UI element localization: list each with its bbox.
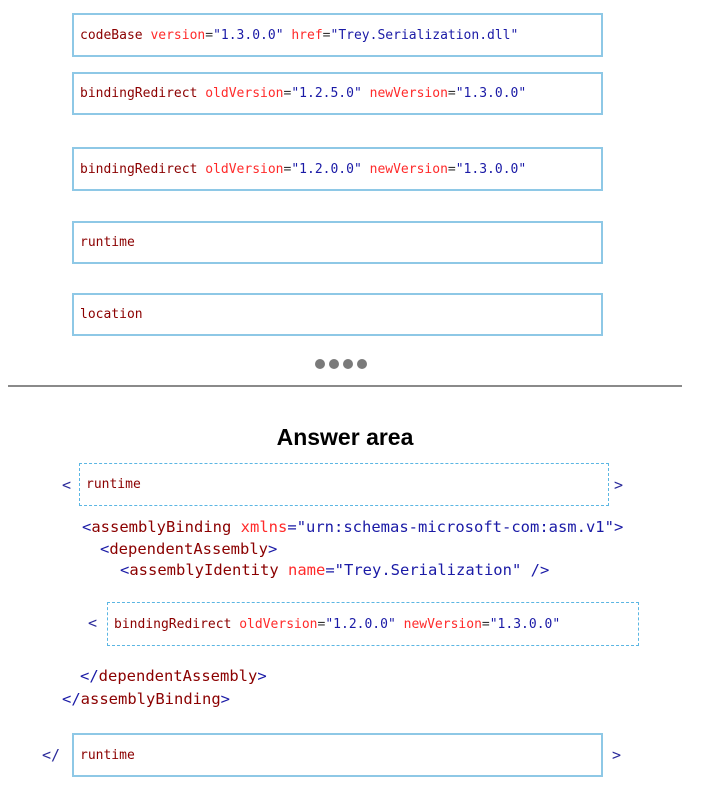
- code-line-assembly-binding-close: </assemblyBinding>: [62, 690, 230, 708]
- option-element-name: runtime: [80, 235, 135, 250]
- option-attr-value: "1.2.0.0": [291, 161, 362, 177]
- slot-attr-name: newVersion: [403, 616, 482, 632]
- option-runtime[interactable]: [72, 221, 603, 264]
- slot-attr-value: "1.2.0.0": [325, 616, 396, 632]
- option-attr-value: "Trey.Serialization.dll": [330, 27, 519, 43]
- answer-slot-3[interactable]: [72, 733, 603, 777]
- option-element-name: bindingRedirect: [80, 161, 198, 177]
- slot3-close-bracket: >: [612, 746, 622, 764]
- slot3-open-bracket: </: [42, 746, 61, 764]
- answer-area-title: Answer area: [276, 424, 414, 450]
- slot-attr-name: oldVersion: [239, 616, 318, 632]
- option-element-name: bindingRedirect: [80, 86, 198, 101]
- code-line-assembly-binding-open: <assemblyBinding xmlns="urn:schemas-microsoft-com:asm.v1">: [82, 518, 624, 536]
- dot: [343, 359, 353, 369]
- option-attr-name: newVersion: [369, 86, 448, 101]
- answer-slot-1[interactable]: [79, 463, 609, 506]
- option-element-name: location: [80, 307, 143, 322]
- scroll-indicator-dots: [315, 359, 367, 369]
- option-binding-redirect-1250[interactable]: bindingRedirect oldVersion = "1.2.5.0" newVersion = "1.3.0.0": [72, 72, 603, 115]
- slot-element: bindingRedirect: [114, 616, 232, 632]
- slot2-open-bracket: <: [88, 614, 98, 632]
- slot-attr-value: "1.3.0.0": [489, 616, 561, 632]
- code-line-dependent-assembly-close: </dependentAssembly>: [80, 667, 267, 685]
- slot1-close-bracket: >: [614, 476, 624, 494]
- dot: [329, 359, 339, 369]
- section-divider: [8, 385, 682, 387]
- option-attr-name: href: [291, 27, 323, 43]
- dot: [357, 359, 367, 369]
- code-line-dependent-assembly-open: <dependentAssembly>: [100, 540, 278, 558]
- option-element-name: codeBase: [80, 27, 143, 43]
- option-attr-value: "1.3.0.0": [455, 161, 527, 177]
- option-attr-name: oldVersion: [205, 161, 284, 177]
- option-attr-value: "1.2.5.0": [291, 86, 362, 101]
- option-attr-name: oldVersion: [205, 86, 284, 101]
- slot1-open-bracket: <: [62, 476, 72, 494]
- option-attr-value: "1.3.0.0": [213, 27, 284, 43]
- slot-value: runtime: [86, 477, 141, 492]
- option-attr-name: newVersion: [369, 161, 448, 177]
- code-line-assembly-identity: <assemblyIdentity name="Trey.Serialization" />: [120, 561, 550, 579]
- option-attr-name: version: [150, 27, 206, 43]
- option-binding-redirect-1200[interactable]: bindingRedirect oldVersion = "1.2.0.0" newVersion = "1.3.0.0": [72, 147, 603, 191]
- option-location[interactable]: [72, 293, 603, 336]
- dot: [315, 359, 325, 369]
- option-attr-value: "1.3.0.0": [455, 86, 527, 101]
- slot-value: runtime: [80, 747, 135, 763]
- option-codebase[interactable]: codeBase version = "1.3.0.0" href = "Trey.Serialization.dll": [72, 13, 603, 57]
- answer-slot-2[interactable]: bindingRedirect oldVersion = "1.2.0.0" newVersion = "1.3.0.0": [107, 602, 639, 646]
